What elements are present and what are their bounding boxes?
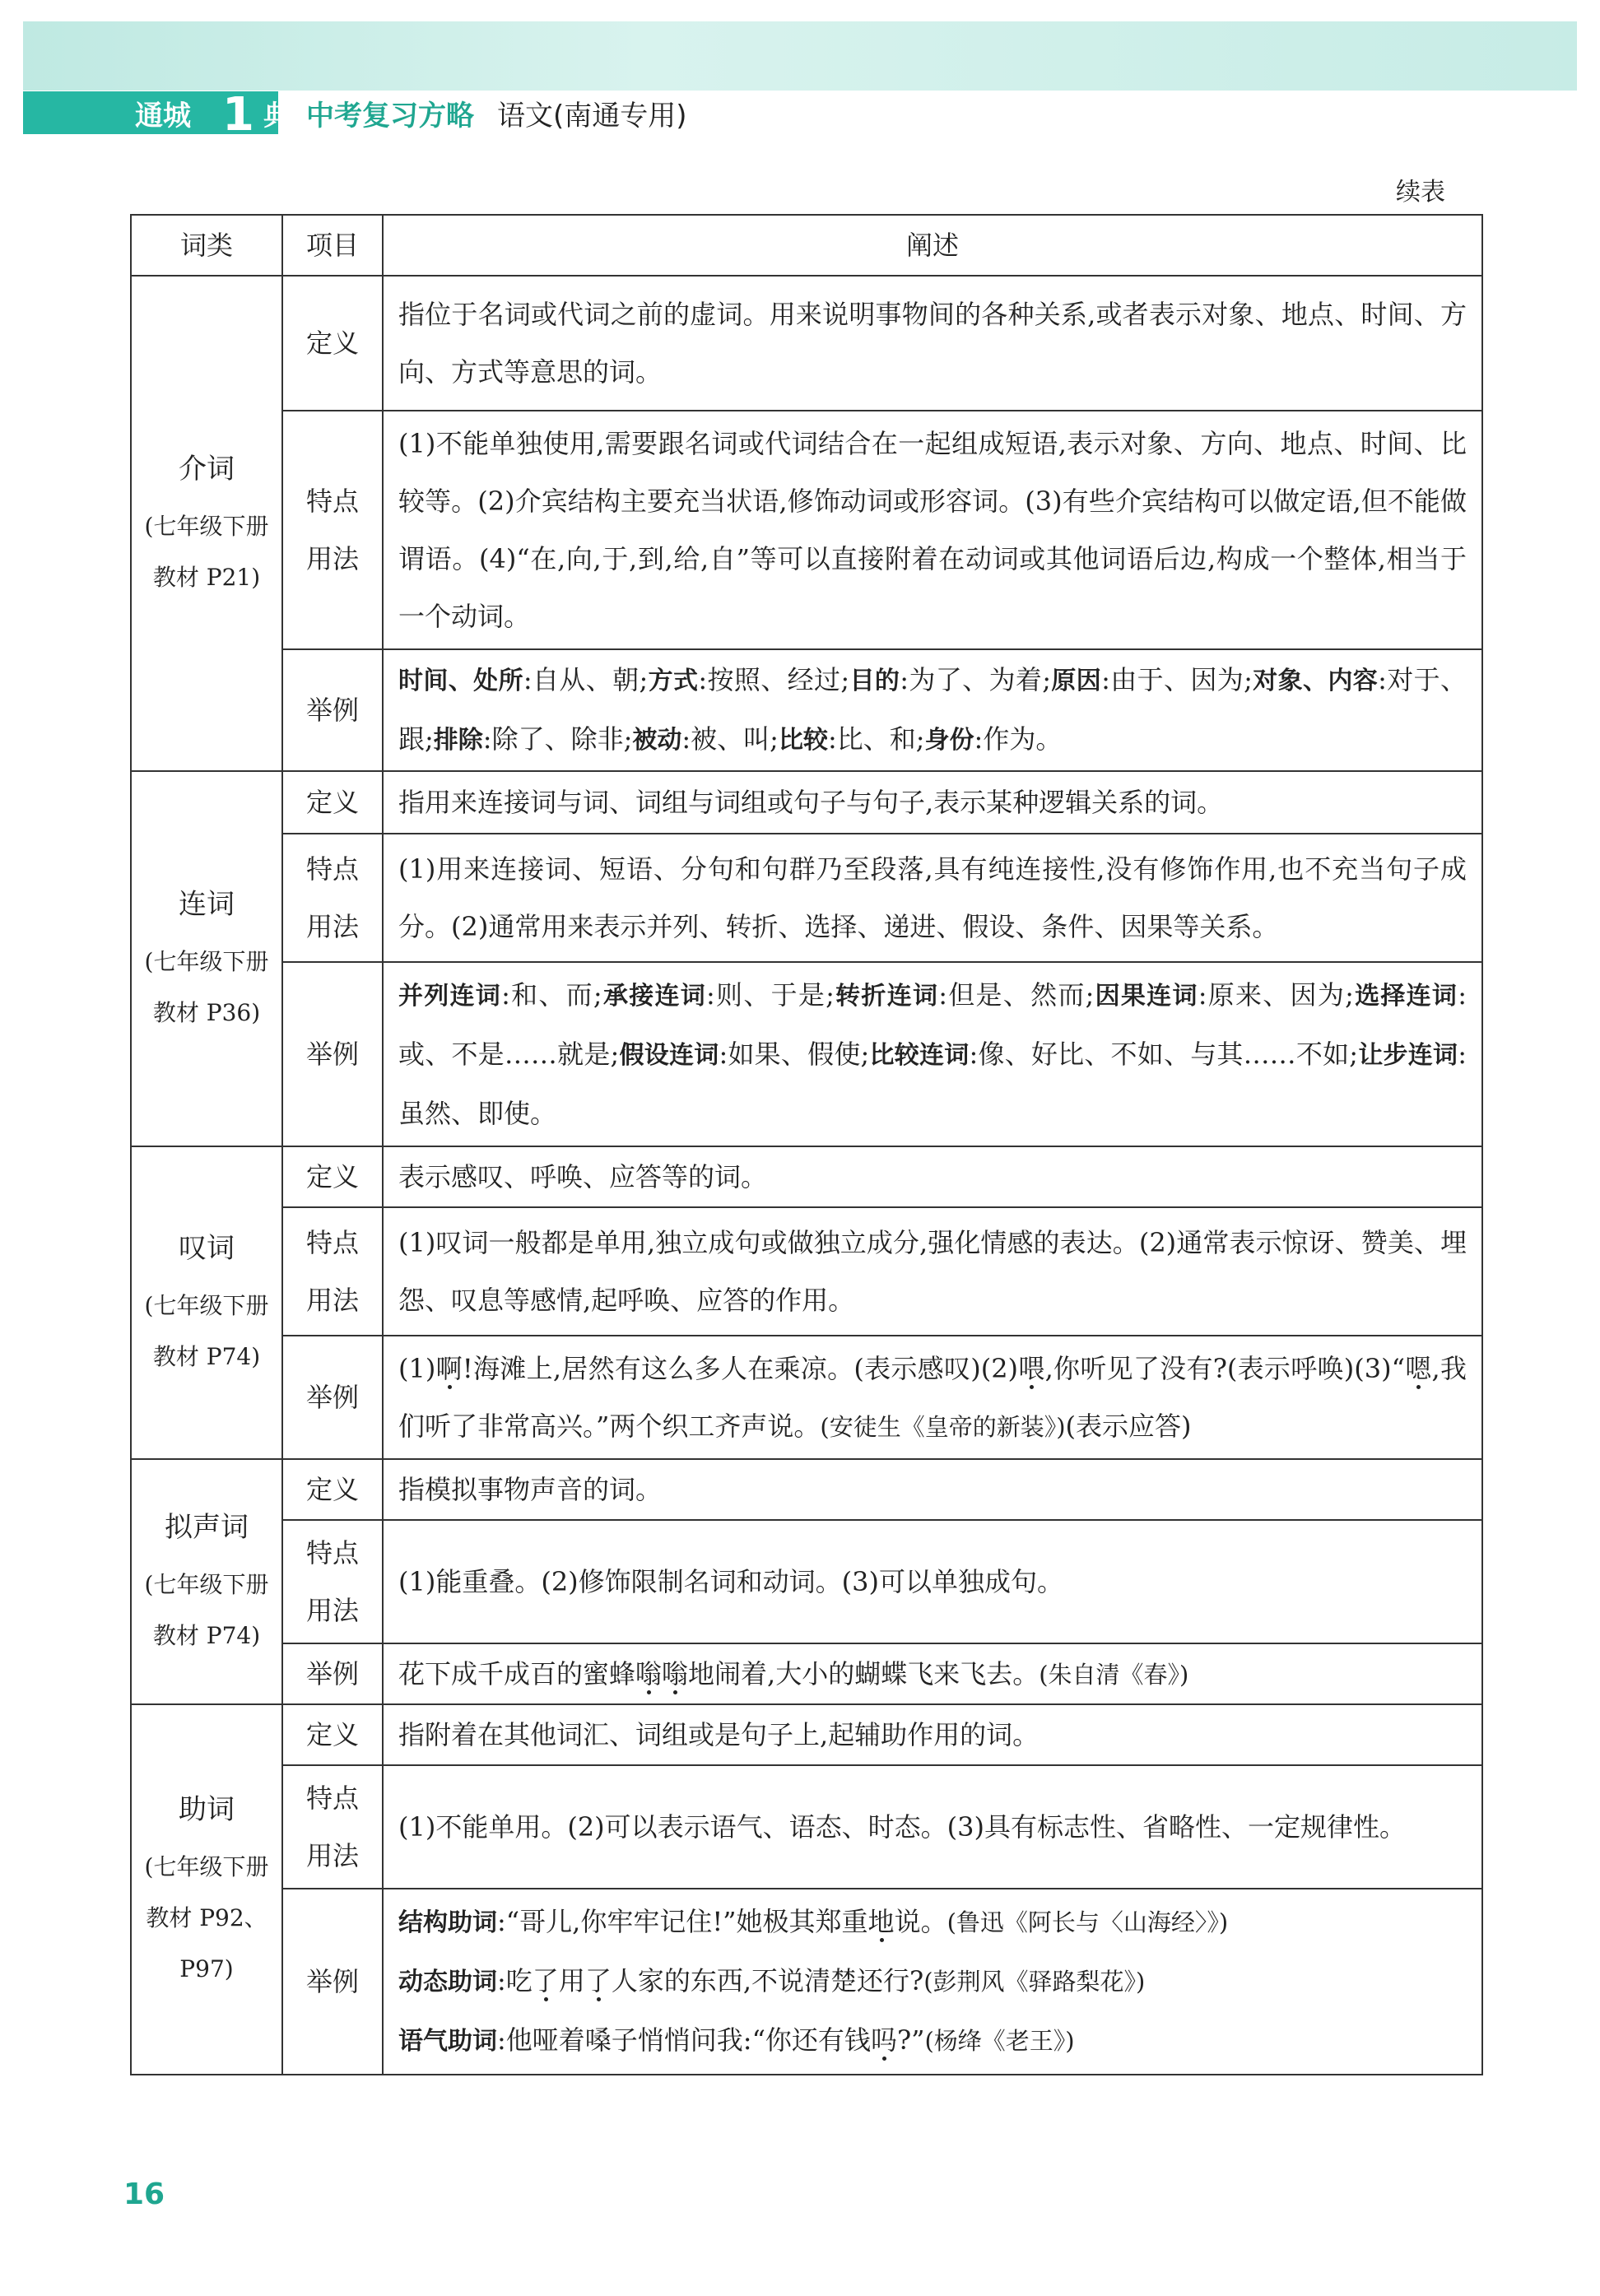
header-cell-class: 词类 <box>131 215 282 276</box>
word-class-cell <box>131 771 282 1146</box>
usage-text: (1)不能单用。(2)可以表示语气、语态、时态。(3)具有标志性、省略性、一定规律性。 <box>383 1765 1482 1889</box>
example-line: 动态助词:吃了用了人家的东西,不说清楚还行?(彭荆风《驿路梨花》) <box>398 1965 1146 1996</box>
table-row <box>131 1146 1482 1207</box>
word-class-name: 助词 <box>179 1793 235 1826</box>
item-label: 特点 用法 <box>282 834 383 962</box>
textbook-ref: P97) <box>179 1955 234 1982</box>
table-row <box>131 276 1482 411</box>
brand-mid: 1 <box>222 88 254 142</box>
word-class-name: 介词 <box>179 453 235 486</box>
brand-left: 通城 <box>135 99 191 132</box>
table-row <box>131 1336 1482 1459</box>
textbook-ref: 教材 P92、 <box>146 1904 267 1931</box>
table-row <box>131 649 1482 771</box>
example-text: 并列连词:和、而;承接连词:则、于是;转折连词:但是、然而;因果连词:原来、因为;选择连词:或、不是……就是;假设连词:如果、假使;比较连词:像、好比、不如、与其……不如;让步连词:虽然、即使。 <box>383 962 1482 1146</box>
usage-text: (1)叹词一般都是单用,独立成句或做独立成分,强化情感的表达。(2)通常表示惊讶、赞美、埋怨、叹息等感情,起呼唤、应答的作用。 <box>383 1207 1482 1336</box>
usage-text: (1)不能单独使用,需要跟名词或代词结合在一起组成短语,表示对象、方向、地点、时间、比较等。(2)介宾结构主要充当状语,修饰动词或形容词。(3)有些介宾结构可以做定语,但不能做谓语。(4)“在,向,于,到,给,自”等可以直接附着在动词或其他词语后边,构成一个整体,相当于一个动词。 <box>383 411 1482 649</box>
item-label: 定义 <box>282 276 383 411</box>
word-class-cell <box>131 1146 282 1459</box>
textbook-ref: 教材 P21) <box>152 564 261 591</box>
item-label: 特点 用法 <box>282 1765 383 1889</box>
word-class-name: 连词 <box>179 888 235 921</box>
item-label: 举例 <box>282 1336 383 1459</box>
table-row <box>131 1520 1482 1643</box>
item-label: 定义 <box>282 1146 383 1207</box>
book-subtitle: 语文(南通专用) <box>497 99 687 132</box>
table-row <box>131 1889 1482 2075</box>
item-label: 特点 用法 <box>282 411 383 649</box>
item-label: 举例 <box>282 1643 383 1704</box>
item-label: 特点 用法 <box>282 1207 383 1336</box>
item-label: 定义 <box>282 771 383 834</box>
table-row <box>131 1459 1482 1520</box>
textbook-ref: (七年级下册 <box>144 1853 269 1880</box>
header-decoration-strip <box>23 21 1577 91</box>
usage-text: (1)能重叠。(2)修饰限制名词和动词。(3)可以单独成句。 <box>383 1520 1482 1643</box>
item-label: 举例 <box>282 649 383 771</box>
table-header-row <box>131 215 1482 276</box>
definition-text: 指模拟事物声音的词。 <box>383 1459 1482 1520</box>
item-label: 举例 <box>282 1889 383 2075</box>
table-row <box>131 411 1482 649</box>
table-row <box>131 1704 1482 1765</box>
example-text: 花下成千成百的蜜蜂嗡嗡地闹着,大小的蝴蝶飞来飞去。(朱自清《春》) <box>383 1643 1482 1704</box>
item-label: 举例 <box>282 962 383 1146</box>
table-row <box>131 1207 1482 1336</box>
word-class-cell <box>131 1459 282 1704</box>
textbook-ref: (七年级下册 <box>144 948 269 975</box>
item-label: 定义 <box>282 1459 383 1520</box>
textbook-ref: (七年级下册 <box>144 1292 269 1319</box>
table-row <box>131 834 1482 962</box>
definition-text: 指用来连接词与词、词组与词组或句子与句子,表示某种逻辑关系的词。 <box>383 771 1482 834</box>
example-line: 语气助词:他哑着嗓子悄悄问我:“你还有钱吗?”(杨绛《老王》) <box>398 2024 1075 2056</box>
word-class-cell <box>131 1704 282 2075</box>
example-text <box>383 1889 1482 2075</box>
definition-text: 指位于名词或代词之前的虚词。用来说明事物间的各种关系,或者表示对象、地点、时间、方向、方式等意思的词。 <box>383 276 1482 411</box>
textbook-ref: 教材 P74) <box>152 1343 261 1370</box>
word-class-cell <box>131 276 282 771</box>
table-row <box>131 1765 1482 1889</box>
definition-text: 表示感叹、呼唤、应答等的词。 <box>383 1146 1482 1207</box>
usage-text: (1)用来连接词、短语、分句和句群乃至段落,具有纯连接性,没有修饰作用,也不充当句子成分。(2)通常用来表示并列、转折、选择、递进、假设、条件、因果等关系。 <box>383 834 1482 962</box>
word-class-table <box>130 214 1483 2075</box>
textbook-ref: (七年级下册 <box>144 1571 269 1598</box>
example-text: 时间、处所:自从、朝;方式:按照、经过;目的:为了、为着;原因:由于、因为;对象、内容:对于、跟;排除:除了、除非;被动:被、叫;比较:比、和;身份:作为。 <box>383 649 1482 771</box>
header-cell-item: 项目 <box>282 215 383 276</box>
textbook-ref: 教材 P74) <box>152 1622 261 1649</box>
page-number: 16 <box>123 2177 165 2211</box>
word-class-name: 叹词 <box>179 1232 235 1265</box>
example-line: 结构助词:“哥儿,你牢牢记住!”她极其郑重地说。(鲁迅《阿长与〈山海经〉》) <box>398 1906 1229 1937</box>
textbook-ref: 教材 P36) <box>152 999 261 1026</box>
example-text: (1)啊!海滩上,居然有这么多人在乘凉。(表示感叹)(2)喂,你听见了没有?(表示呼唤)(3)“嗯,我们听了非常高兴。”两个织工齐声说。(安徒生《皇帝的新装》)(表示应答) <box>383 1336 1482 1459</box>
book-title: 中考复习方略 <box>306 99 474 132</box>
table-row <box>131 962 1482 1146</box>
brand-logo <box>23 88 291 142</box>
definition-text: 指附着在其他词汇、词组或是句子上,起辅助作用的词。 <box>383 1704 1482 1765</box>
item-label: 特点 用法 <box>282 1520 383 1643</box>
textbook-ref: (七年级下册 <box>144 513 269 540</box>
word-class-name: 拟声词 <box>165 1511 249 1544</box>
page-header <box>23 88 1577 142</box>
continued-label: 续表 <box>1396 178 1445 207</box>
table-row <box>131 1643 1482 1704</box>
header-cell-description: 阐述 <box>383 215 1482 276</box>
brand-right: 典 <box>263 99 291 132</box>
item-label: 定义 <box>282 1704 383 1765</box>
table-row <box>131 771 1482 834</box>
